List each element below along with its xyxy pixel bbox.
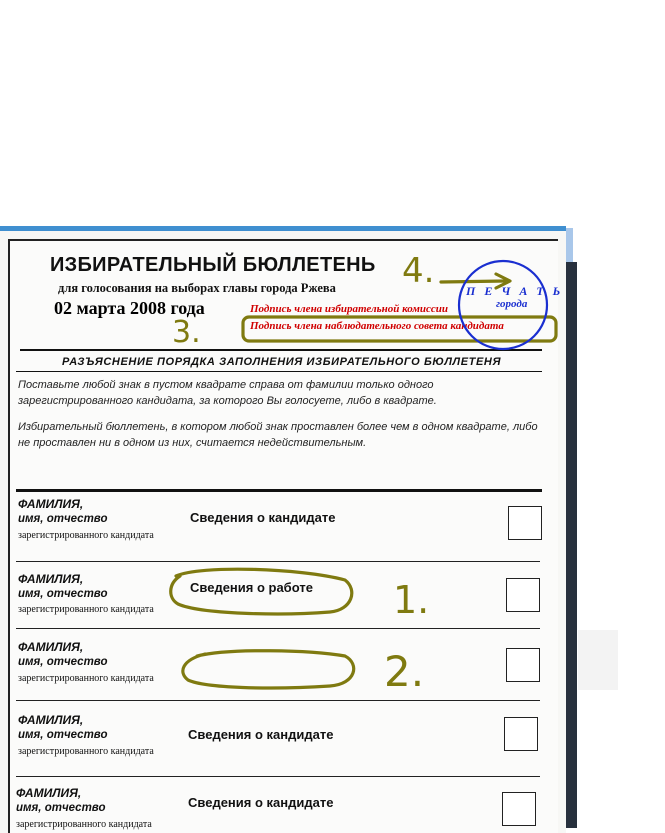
ballot-subtitle: для голосования на выборах главы города Ржева (58, 281, 336, 295)
vote-checkbox[interactable] (506, 648, 540, 682)
ballot-title: ИЗБИРАТЕЛЬНЫЙ БЮЛЛЕТЕНЬ (50, 254, 376, 276)
candidate-info: Сведения о кандидате (188, 795, 334, 810)
candidate-surname: ФАМИЛИЯ, (18, 640, 84, 654)
row-divider (16, 561, 540, 562)
vote-checkbox[interactable] (506, 578, 540, 612)
candidate-surname: ФАМИЛИЯ, (16, 786, 82, 800)
candidate-registered: зарегистрированного кандидата (18, 604, 154, 615)
scan-background (578, 630, 618, 690)
section-bottom-rule (16, 371, 542, 372)
candidate-info: Сведения о кандидате (188, 727, 334, 742)
annotation-mark-2: 2. (384, 647, 425, 696)
row-divider (16, 776, 540, 777)
stamp-text: П Е Ч А Т Ь (466, 284, 564, 298)
commission-signature-label: Подпись члена избирательной комиссии (250, 303, 448, 315)
instructions-paragraph-2: Избирательный бюллетень, в котором любой знак проставлен более чем в одном квадрате, либо не проставлен ни в одном из них, считается недействительным. (18, 421, 538, 449)
vote-checkbox[interactable] (508, 506, 542, 540)
election-date: 02 марта 2008 года (54, 298, 205, 318)
candidate-surname: ФАМИЛИЯ, (18, 572, 84, 586)
candidate-name: имя, отчество (18, 588, 108, 600)
vote-checkbox[interactable] (502, 792, 536, 826)
candidate-registered: зарегистрированного кандидата (18, 530, 154, 541)
observer-signature-label: Подпись члена наблюдательного совета кандидата (250, 320, 504, 332)
row-divider (16, 628, 540, 629)
annotation-mark-3: 3. (172, 315, 201, 350)
instructions-heading: РАЗЪЯСНЕНИЕ ПОРЯДКА ЗАПОЛНЕНИЯ ИЗБИРАТЕЛЬНОГО БЮЛЛЕТЕНЯ (62, 356, 502, 368)
candidate-info: Сведения о кандидате (190, 510, 336, 525)
instructions-paragraph-1: Поставьте любой знак в пустом квадрате справа от фамилии только одного зарегистрированного кандидата, за которого Вы голосуете, либо в квадрате. (18, 379, 437, 407)
candidate-registered: зарегистрированного кандидата (18, 746, 154, 757)
candidate-name: имя, отчество (18, 656, 108, 668)
scan-dark-edge (566, 262, 577, 828)
candidate-name: имя, отчество (16, 802, 106, 814)
candidate-registered: зарегистрированного кандидата (18, 673, 154, 684)
vote-checkbox[interactable] (504, 717, 538, 751)
section-top-rule (20, 349, 542, 351)
candidate-surname: ФАМИЛИЯ, (18, 497, 84, 511)
row-divider (16, 700, 540, 701)
stamp-city-text: города (496, 298, 528, 310)
annotation-mark-1: 1. (393, 578, 430, 622)
candidate-info: Сведения о работе (190, 580, 313, 595)
candidate-registered: зарегистрированного кандидата (16, 819, 152, 830)
candidate-surname: ФАМИЛИЯ, (18, 713, 84, 727)
candidate-name: имя, отчество (18, 513, 108, 525)
candidates-top-rule (16, 489, 542, 492)
candidate-name: имя, отчество (18, 729, 108, 741)
annotation-mark-4: 4. (402, 251, 435, 291)
